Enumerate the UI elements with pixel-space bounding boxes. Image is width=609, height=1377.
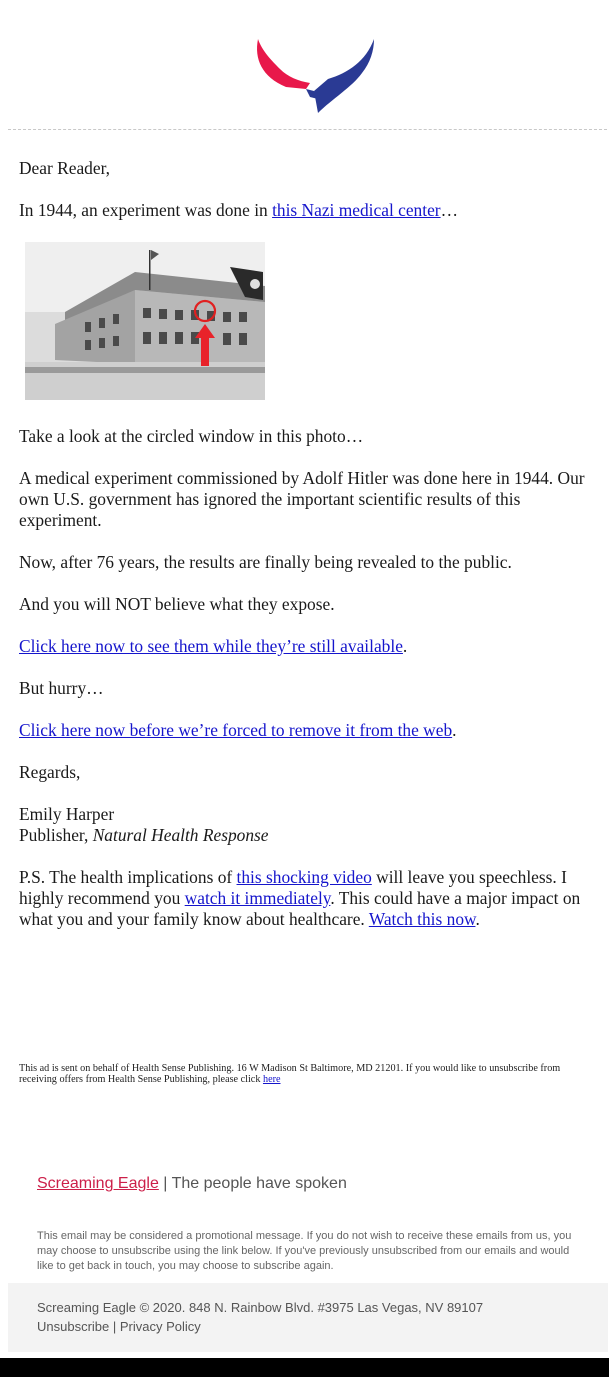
intro-paragraph: In 1944, an experiment was done in this Nazi medical center…	[19, 200, 458, 220]
cta-link-remove[interactable]: Click here now before we’re forced to remove it from the web	[19, 720, 453, 740]
ps-paragraph: P.S. The health implications of this shocking video will leave you speechless. I highly recommend you watch it immediately. This could have a major impact on what you and your family know about healthcare. Watch this now.	[19, 867, 581, 929]
publication-name: Natural Health Response	[92, 825, 269, 845]
greeting: Dear Reader,	[19, 158, 111, 178]
letter-body	[19, 158, 594, 951]
signature: Emily Harper Publisher, Natural Health Response	[19, 804, 269, 845]
watch-immediately-link[interactable]: watch it immediately	[184, 888, 331, 908]
watch-now-link[interactable]: Watch this now	[368, 909, 476, 929]
nazi-medical-center-link[interactable]: this Nazi medical center	[272, 200, 441, 220]
unsubscribe-link[interactable]: Unsubscribe	[37, 1319, 110, 1334]
experiment-paragraph: A medical experiment commissioned by Adolf Hitler was done here in 1944. Our own U.S. government has ignored the important scientific results of this experiment.	[19, 468, 585, 530]
cta-paragraph-1: Click here now to see them while they’re still available.	[19, 636, 408, 656]
screaming-eagle-link[interactable]: Screaming Eagle	[37, 1175, 159, 1192]
revealed-paragraph: Now, after 76 years, the results are finally being revealed to the public.	[19, 552, 512, 572]
ad-disclaimer: This ad is sent on behalf of Health Sense Publishing. 16 W Madison St Baltimore, MD 21201. If you would like to unsubscribe from receiving offers from Health Sense Publishing, please click here	[19, 1063, 561, 1085]
look-paragraph: Take a look at the circled window in this photo…	[19, 426, 364, 446]
regards: Regards,	[19, 762, 81, 782]
building-photo-icon[interactable]	[25, 242, 265, 400]
shocking-video-link[interactable]: this shocking video	[236, 867, 372, 887]
cta-link-available[interactable]: Click here now to see them while they’re still available	[19, 636, 403, 656]
brand-tagline: | The people have spoken	[158, 1175, 347, 1192]
brand-line	[37, 1175, 347, 1193]
believe-paragraph: And you will NOT believe what they expose.	[19, 594, 335, 614]
bottom-bar	[0, 1358, 609, 1377]
footer-links: Unsubscribe | Privacy Policy	[37, 1319, 201, 1334]
promo-notice: This email may be considered a promotional message. If you do not wish to receive these emails from us, you may choose to unsubscribe using the link below. If you've previously unsubscribed from our emails and would like to get back in touch, you may choose to subscribe again.	[37, 1230, 572, 1272]
email-header	[8, 0, 607, 130]
privacy-policy-link[interactable]: Privacy Policy	[119, 1319, 201, 1334]
cta-paragraph-2: Click here now before we’re forced to remove it from the web.	[19, 720, 457, 740]
hurry-paragraph: But hurry…	[19, 678, 104, 698]
footer	[8, 1283, 608, 1352]
eagle-wings-icon	[248, 37, 378, 113]
footer-address: Screaming Eagle © 2020. 848 N. Rainbow Blvd. #3975 Las Vegas, NV 89107	[37, 1300, 484, 1315]
signer-name: Emily Harper	[19, 804, 115, 824]
unsubscribe-here-link[interactable]: here	[262, 1074, 281, 1085]
